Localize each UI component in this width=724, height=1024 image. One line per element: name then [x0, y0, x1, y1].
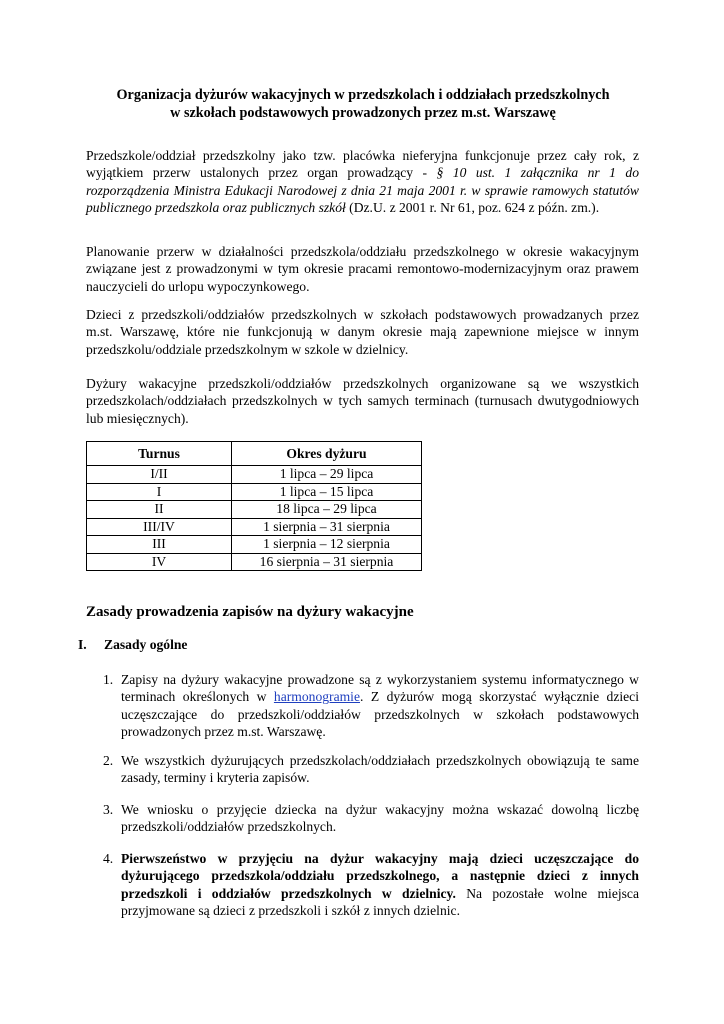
- list-item-number: 4.: [103, 851, 114, 866]
- table-cell-turnus: I/II: [87, 466, 232, 484]
- table-cell-okres: 1 sierpnia – 31 sierpnia: [232, 518, 422, 536]
- table-cell-turnus: I: [87, 483, 232, 501]
- table-header-okres: Okres dyżuru: [232, 442, 422, 466]
- table-header-row: [87, 442, 422, 466]
- table-cell-okres: 1 lipca – 15 lipca: [232, 483, 422, 501]
- table-row: [87, 536, 422, 554]
- table-header-turnus: Turnus: [87, 442, 232, 466]
- document-title: [80, 86, 646, 122]
- list-item-2: We wszystkich dyżurujących przedszkolach/oddziałach przedszkolnych obowiązują te same zasady, terminy i kryteria zapisów.: [121, 753, 639, 786]
- title-line-2: w szkołach podstawowych prowadzonych przez m.st. Warszawę: [170, 105, 556, 121]
- table-row: [87, 553, 422, 571]
- list-item-3: We wniosku o przyjęcie dziecka na dyżur wakacyjny można wskazać dowolną liczbę przedszkoli/oddziałów przedszkolnych.: [121, 802, 639, 835]
- list-item-1-text: Zapisy na dyżury wakacyjne prowadzone są z wykorzystaniem systemu informatycznego w terminach określonych w: [121, 672, 639, 705]
- list-item-number: 2.: [103, 753, 114, 768]
- paragraph-1-citation: § 10 ust. 1 załącznika nr 1 do rozporządzenia Ministra Edukacji Narodowej z dnia 21 maja 2001 r. w sprawie ramowych statutów publicznego przedszkola oraz publicznych szkół: [86, 165, 640, 216]
- list-item-4-priority: Pierwszeństwo w przyjęciu na dyżur wakacyjny mają dzieci uczęszczające do dyżurującego przedszkola/oddziału przedszkolnego, a następnie dzieci z innych przedszkoli i oddziałów przedszkolnych w dzielnicy.: [121, 851, 639, 901]
- paragraph-2: Planowanie przerw w działalności przedszkola/oddziału przedszkolnego w okresie wakacyjnym związane jest z prowadzonymi w tym okresie pracami remontowo-modernizacyjnym oraz prawem nauczycieli do urlopu wypoczynkowego.: [86, 244, 639, 294]
- table-row: [87, 518, 422, 536]
- list-item-4-text: Na pozostałe wolne miejsca przyjmowane są dzieci z przedszkoli i szkół z innych dzielnic.: [121, 885, 639, 919]
- paragraph-4: Dyżury wakacyjne przedszkoli/oddziałów przedszkolnych organizowane są we wszystkich przedszkolach/oddziałach przedszkolnych w tych samych terminach (turnusach dwutygodniowych lub miesięcznych).: [86, 376, 639, 426]
- table-row: [87, 466, 422, 484]
- paragraph-1-text: Przedszkole/oddział przedszkolny jako tzw. placówka nieferyjna funkcjonuje przez cały rok, z wyjątkiem przerw ustalonych przez organ prowadzący -: [86, 148, 639, 181]
- paragraph-3: Dzieci z przedszkoli/oddziałów przedszkolnych w szkołach podstawowych prowadzanych przez m.st. Warszawę, które nie funkcjonują w danym okresie mają zapewnione miejsce w innym przedszkolu/oddziale przedszkolnym w szkole w dzielnicy.: [86, 307, 639, 357]
- paragraph-1: [86, 147, 639, 217]
- section-heading: Zasady prowadzenia zapisów na dyżury wakacyjne: [86, 604, 414, 620]
- list-item-1-text-end: . Z dyżurów mogą skorzystać wyłącznie dzieci uczęszczające do przedszkoli/oddziałów przedszkolnych w szkołach podstawowych prowadzonych przez m.st. Warszawę.: [121, 689, 639, 740]
- title-line-1: Organizacja dyżurów wakacyjnych w przedszkolach i oddziałach przedszkolnych: [116, 87, 610, 103]
- table-cell-turnus: II: [87, 501, 232, 519]
- list-item-1: [121, 671, 639, 741]
- section-number: I.: [78, 637, 87, 652]
- harmonogram-link[interactable]: harmonogramie: [273, 689, 360, 705]
- table-cell-okres: 1 lipca – 29 lipca: [232, 466, 422, 484]
- table-row: [87, 483, 422, 501]
- table-cell-okres: 16 sierpnia – 31 sierpnia: [232, 553, 422, 571]
- list-item-4: [121, 850, 639, 920]
- section-title: Zasady ogólne: [104, 637, 188, 652]
- table-cell-turnus: IV: [87, 553, 232, 571]
- paragraph-1-reference: (Dz.U. z 2001 r. Nr 61, poz. 624 z późn. zm.).: [345, 200, 600, 216]
- table-cell-turnus: III: [87, 536, 232, 554]
- list-item-number: 1.: [103, 672, 114, 687]
- table-row: [87, 501, 422, 519]
- table-cell-turnus: III/IV: [87, 518, 232, 536]
- table-cell-okres: 18 lipca – 29 lipca: [232, 501, 422, 519]
- turnus-table: [86, 441, 422, 571]
- list-item-number: 3.: [103, 802, 114, 817]
- table-cell-okres: 1 sierpnia – 12 sierpnia: [232, 536, 422, 554]
